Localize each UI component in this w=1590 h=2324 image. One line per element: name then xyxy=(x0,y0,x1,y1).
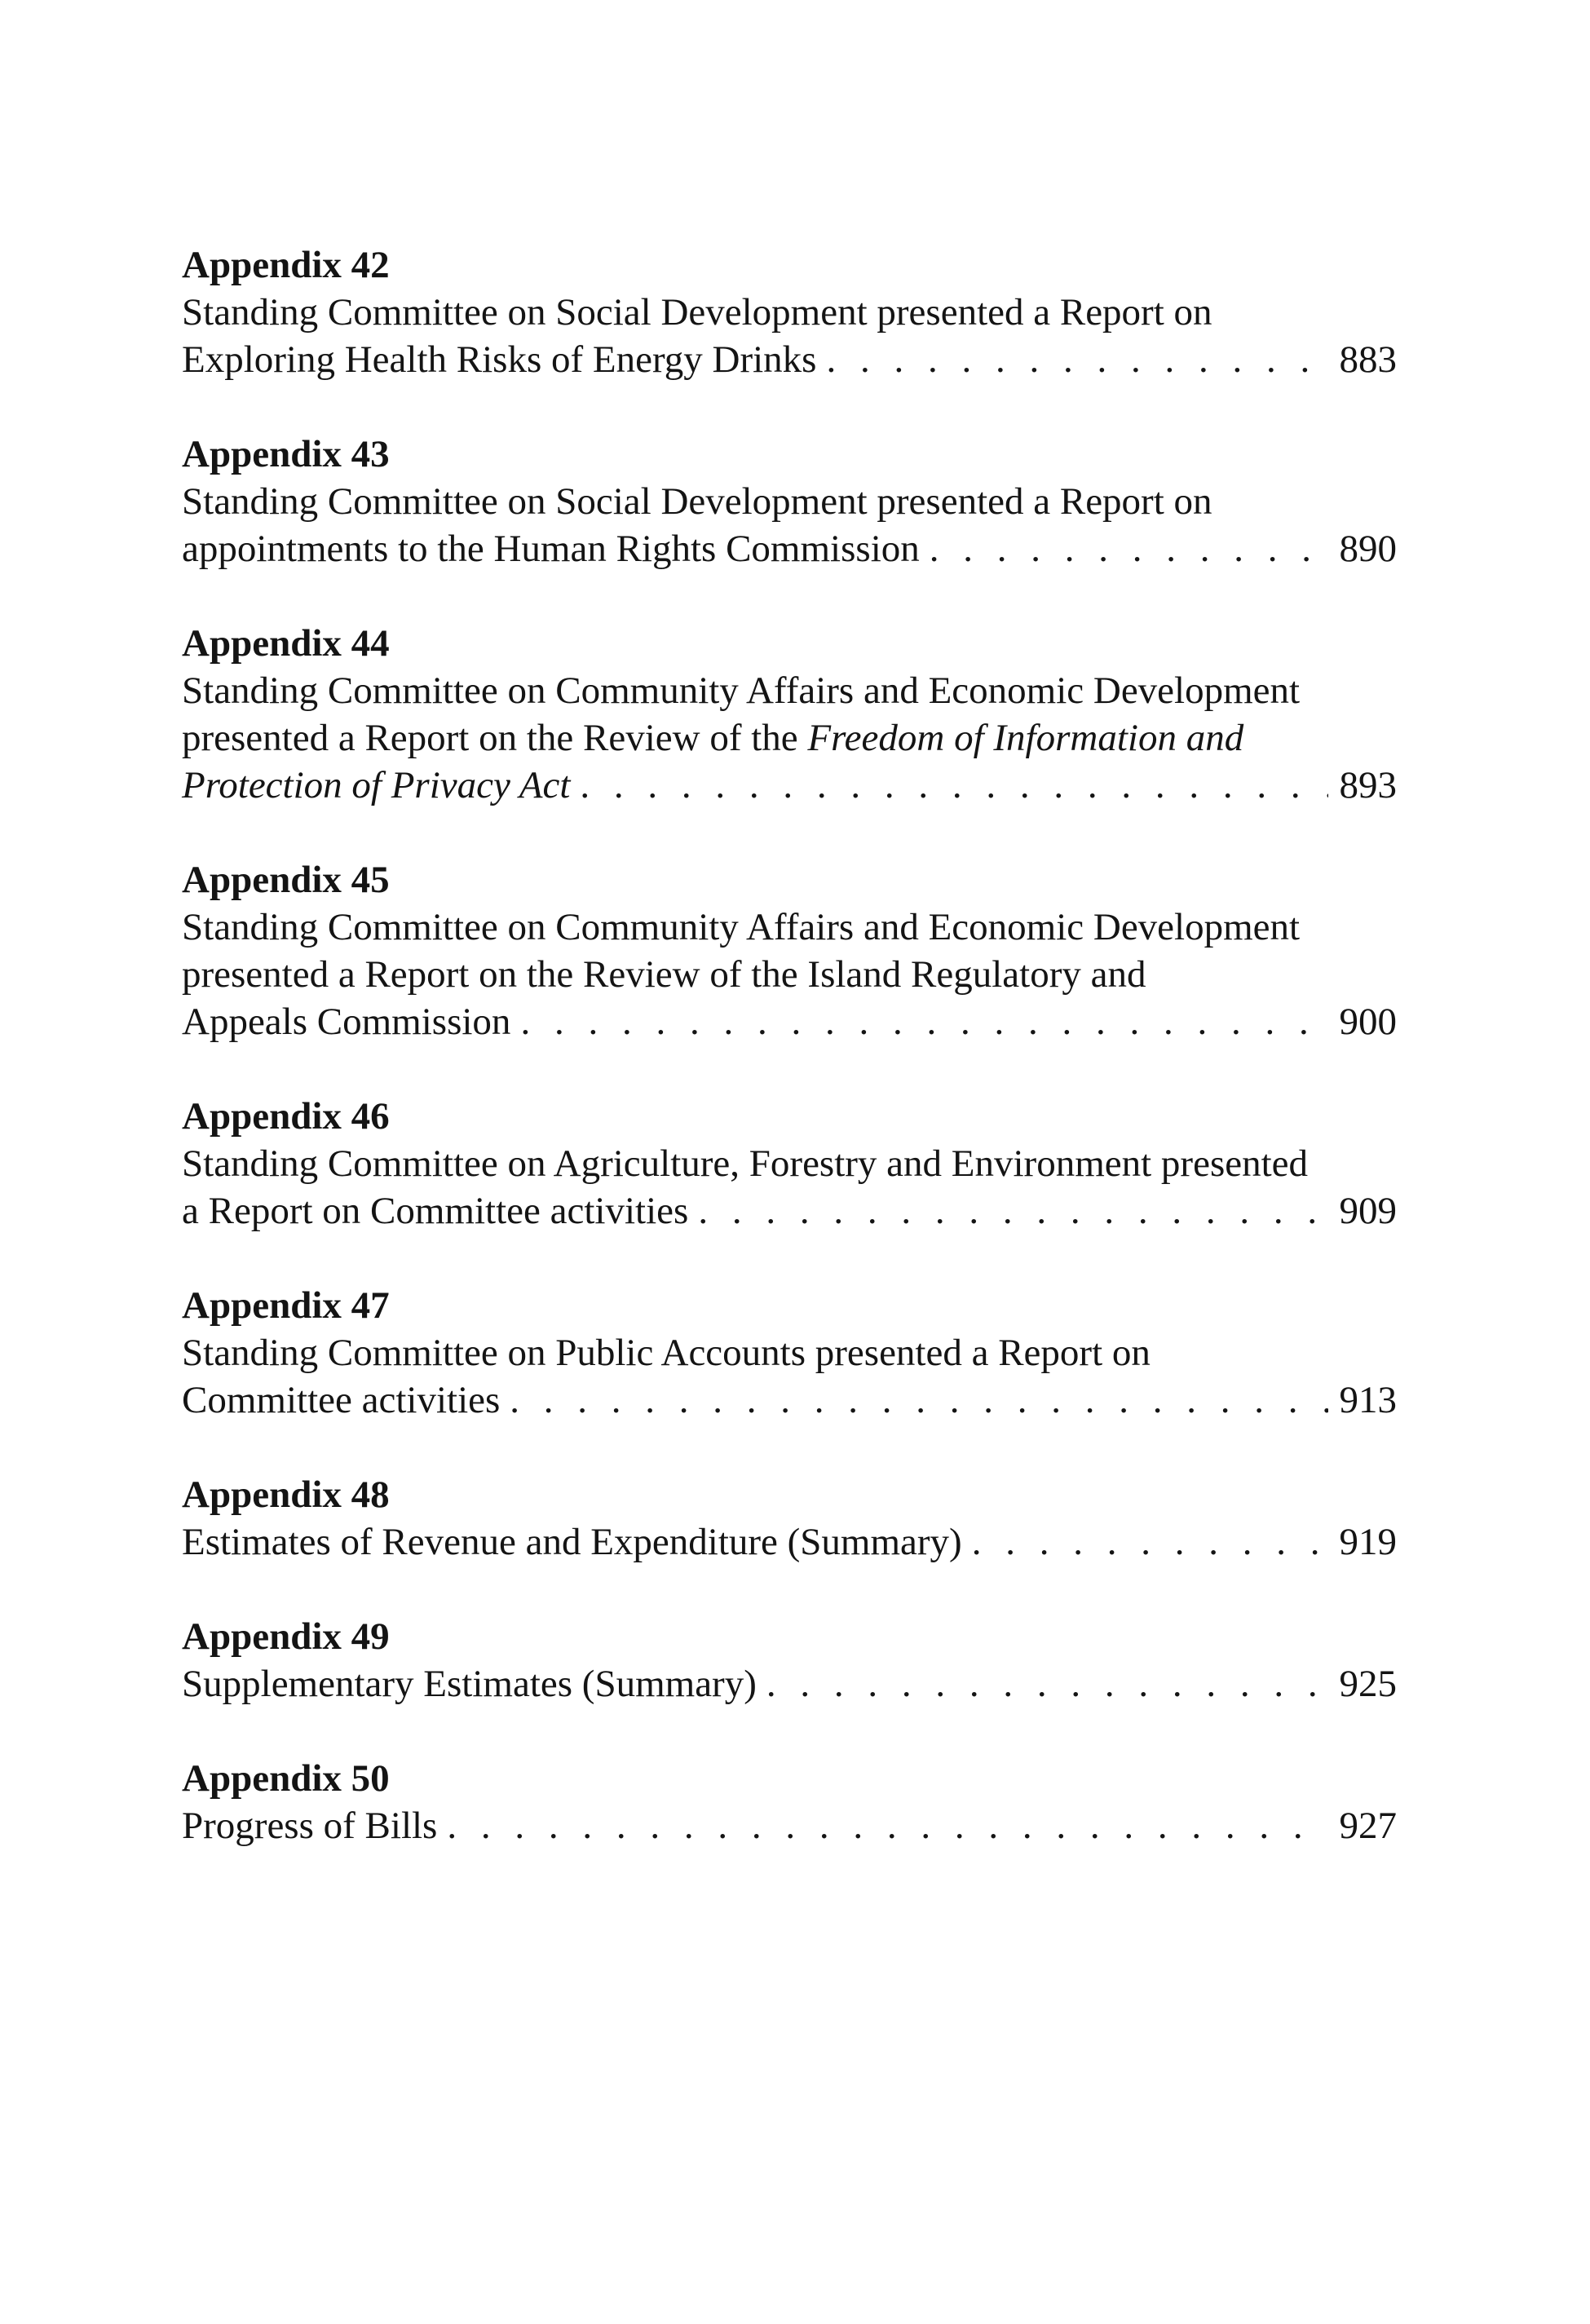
dot-leader xyxy=(447,1802,1327,1849)
entry-final-line xyxy=(182,1376,1397,1424)
entry-description-line: Exploring Health Risks of Energy Drinks xyxy=(182,338,817,381)
entry-final-line xyxy=(182,1802,1397,1849)
dot-leader xyxy=(930,525,1328,572)
entry-text-segment: presented a Report on the Review of the xyxy=(182,717,808,759)
dot-leader xyxy=(520,998,1327,1045)
entry-description-line: presented a Report on the Review of the Island Regulatory and xyxy=(182,953,1146,996)
entry-final-line xyxy=(182,762,1397,809)
toc-entry-appendix-42 xyxy=(182,241,1397,383)
dot-leader xyxy=(972,1518,1328,1566)
page-number: 919 xyxy=(1339,1521,1397,1563)
entry-final-line xyxy=(182,525,1397,572)
page-number: 925 xyxy=(1339,1663,1397,1705)
dot-leader xyxy=(698,1187,1327,1235)
page-number: 909 xyxy=(1339,1190,1397,1232)
entry-final-line xyxy=(182,1660,1397,1708)
entry-final-line xyxy=(182,336,1397,383)
entry-description-line: Standing Committee on Social Development presented a Report on xyxy=(182,480,1212,523)
dot-leader xyxy=(510,1376,1327,1424)
entry-heading: Appendix 46 xyxy=(182,1095,390,1138)
entry-final-line xyxy=(182,1187,1397,1235)
toc-entry-appendix-49 xyxy=(182,1613,1397,1708)
entry-description-line: Standing Committee on Agriculture, Forestry and Environment presented xyxy=(182,1142,1309,1185)
toc-entry-appendix-47 xyxy=(182,1282,1397,1424)
entry-heading: Appendix 43 xyxy=(182,433,390,475)
entry-description-line: appointments to the Human Rights Commission xyxy=(182,528,920,570)
entry-description-line: Appeals Commission xyxy=(182,1001,511,1043)
entry-description-line: Estimates of Revenue and Expenditure (Summary) xyxy=(182,1521,962,1563)
entry-description-line: Standing Committee on Community Affairs and Economic Development xyxy=(182,669,1301,712)
page-number: 927 xyxy=(1339,1805,1397,1847)
entry-description-line: a Report on Committee activities xyxy=(182,1190,689,1232)
entry-heading: Appendix 45 xyxy=(182,859,390,901)
entry-description-line: Standing Committee on Social Development presented a Report on xyxy=(182,291,1212,334)
entry-description-line: Progress of Bills xyxy=(182,1805,438,1847)
entry-final-line xyxy=(182,1518,1397,1566)
toc-entry-appendix-46 xyxy=(182,1093,1397,1235)
page-number: 900 xyxy=(1339,1001,1397,1043)
entry-description-line xyxy=(182,714,1397,762)
entry-heading: Appendix 50 xyxy=(182,1757,390,1800)
entry-heading: Appendix 42 xyxy=(182,244,390,286)
act-title-italic: Freedom of Information and xyxy=(807,717,1244,759)
entry-heading: Appendix 44 xyxy=(182,622,390,665)
toc-entry-appendix-43 xyxy=(182,431,1397,572)
entry-heading: Appendix 47 xyxy=(182,1284,390,1327)
entry-description-line: Standing Committee on Community Affairs and Economic Development xyxy=(182,906,1301,948)
toc-entry-appendix-48 xyxy=(182,1471,1397,1566)
toc-entry-appendix-45 xyxy=(182,856,1397,1045)
table-of-contents xyxy=(182,241,1397,1897)
entry-description-line: Committee activities xyxy=(182,1379,501,1421)
dot-leader xyxy=(826,336,1327,383)
toc-entry-appendix-50 xyxy=(182,1755,1397,1849)
page-number: 890 xyxy=(1339,528,1397,570)
toc-entry-appendix-44 xyxy=(182,620,1397,809)
entry-description-line: Supplementary Estimates (Summary) xyxy=(182,1663,757,1705)
dot-leader xyxy=(766,1660,1328,1708)
page-number: 913 xyxy=(1339,1379,1397,1421)
page-number: 883 xyxy=(1339,338,1397,381)
dot-leader xyxy=(580,762,1327,809)
act-title-italic: Protection of Privacy Act xyxy=(182,764,571,806)
entry-heading: Appendix 48 xyxy=(182,1473,390,1516)
entry-description-line: Standing Committee on Public Accounts presented a Report on xyxy=(182,1332,1151,1374)
entry-final-line xyxy=(182,998,1397,1045)
entry-heading: Appendix 49 xyxy=(182,1615,390,1658)
page-number: 893 xyxy=(1339,764,1397,806)
